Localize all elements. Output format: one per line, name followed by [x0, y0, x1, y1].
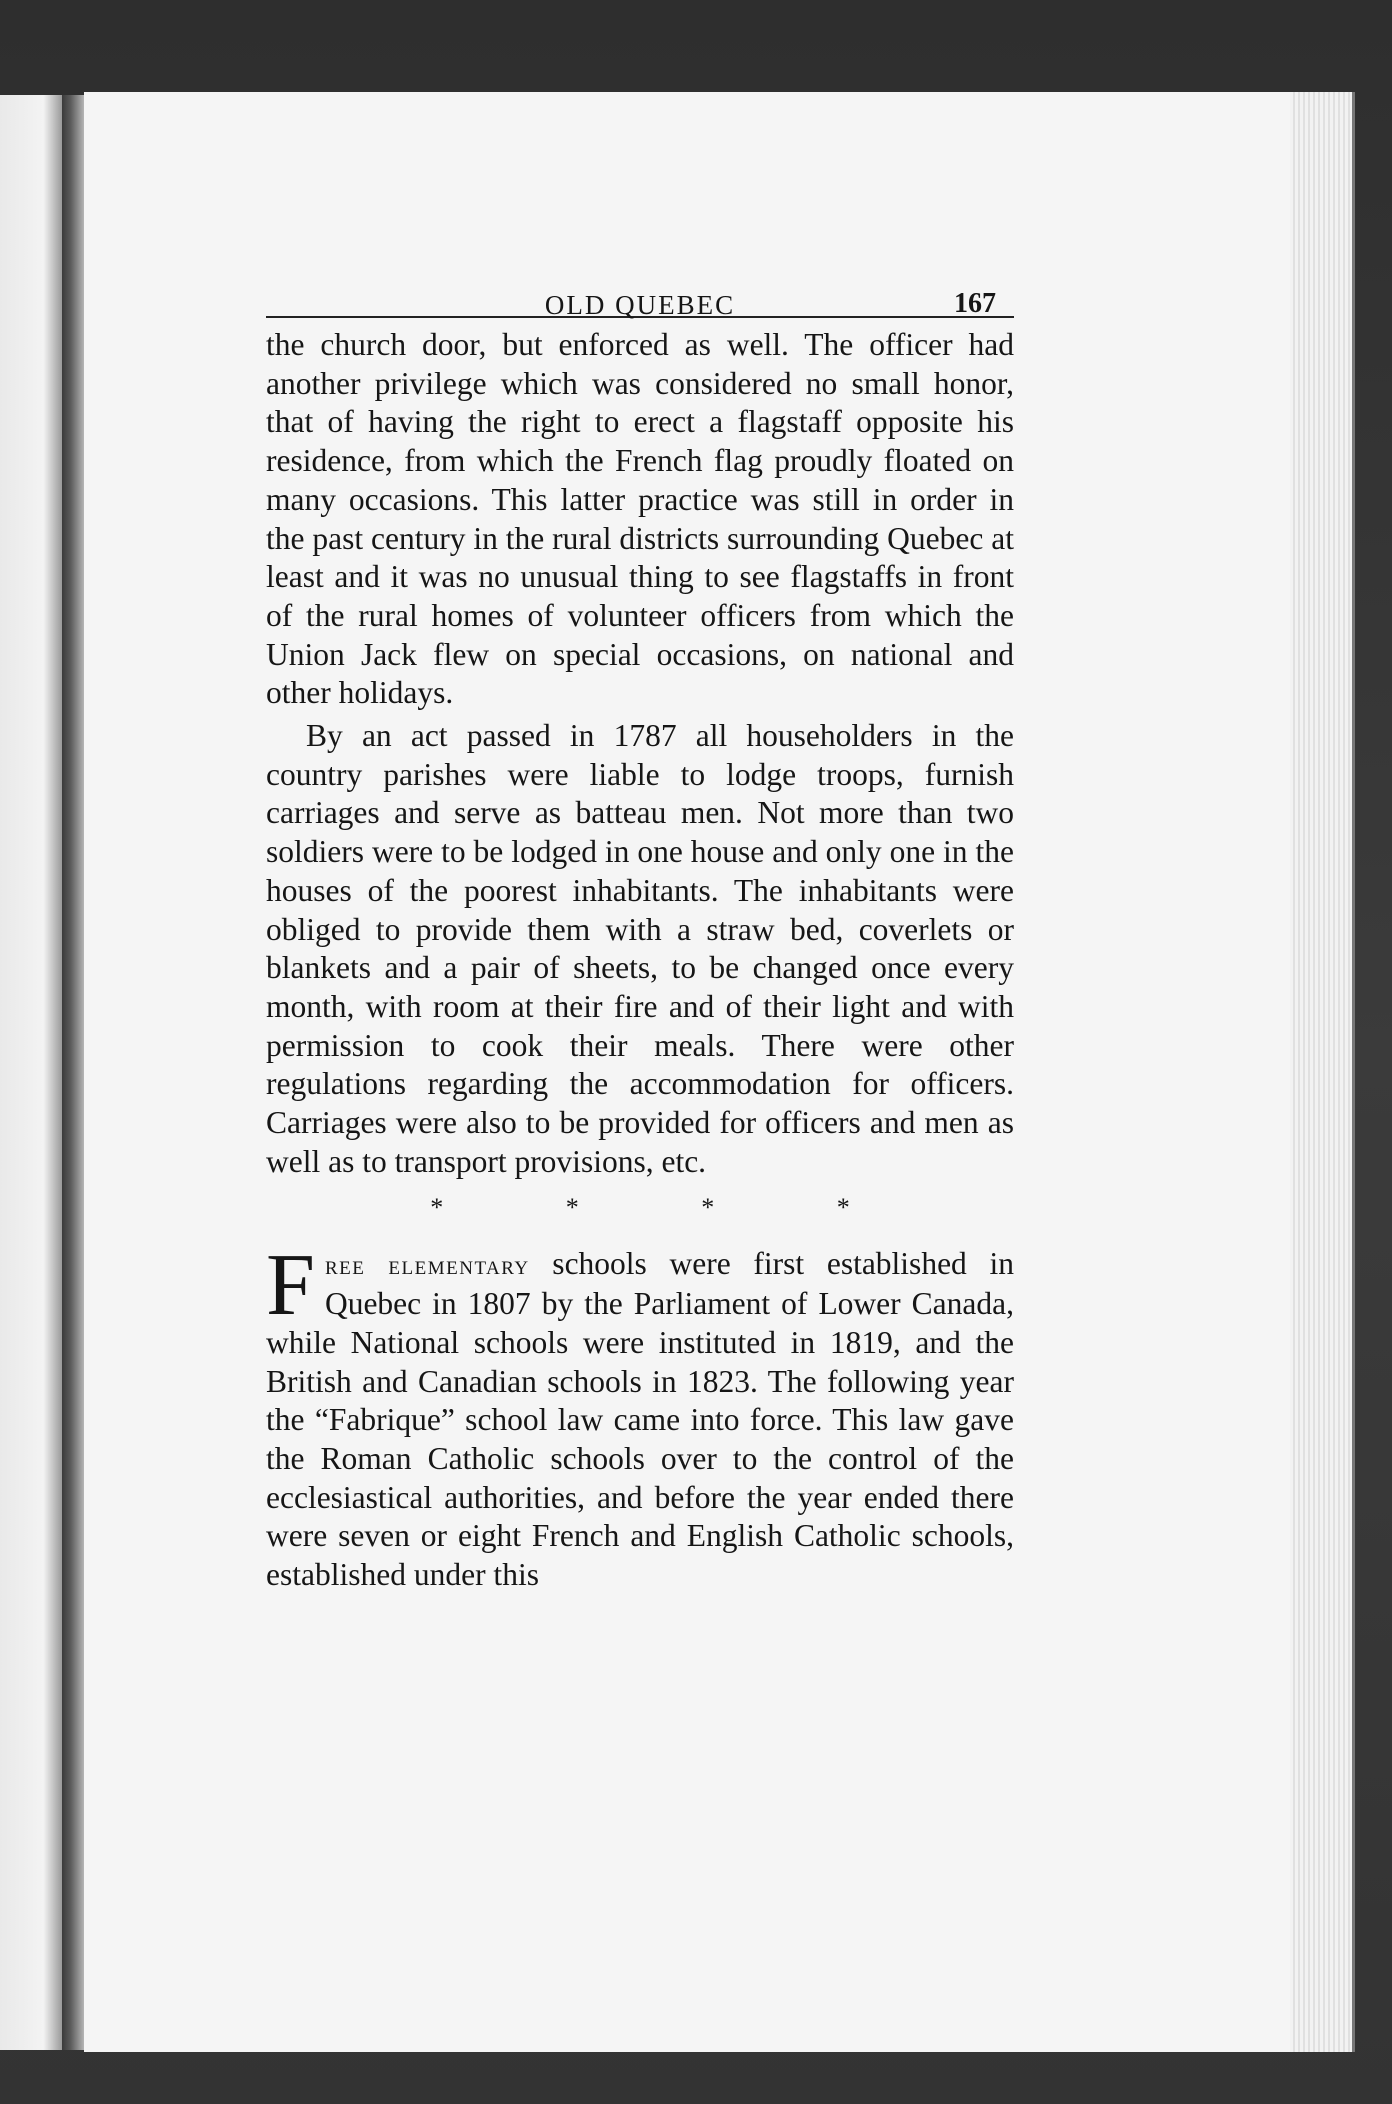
- running-title: OLD QUEBEC: [544, 290, 736, 320]
- page-content: [266, 276, 1014, 1595]
- running-head: [266, 276, 1014, 318]
- paragraph-schools: [266, 1237, 1014, 1594]
- section-separator: * * * *: [430, 1193, 908, 1223]
- facing-page-edge: [0, 95, 62, 2050]
- page-stack-edge: [1290, 92, 1355, 2052]
- book-gutter: [62, 95, 84, 2050]
- page-number: 167: [954, 288, 996, 319]
- paragraph-billeting: By an act passed in 1787 all householders in the country parishes were liable to lodge troops, furnish carriages and serve as batteau men. Not more than two soldiers were to be lodged in one house and only one in the houses of the poorest inhabitants. The inhabitants were obliged to provide them with a straw bed, coverlets or blankets and a pair of sheets, to be changed once every month, with room at their fire and of their light and with permission to cook their meals. There were other regulations regarding the accommodation for officers. Carriages were also to be provided for officers and men as well as to transport provisions, etc.: [266, 718, 1014, 1179]
- drop-cap: F: [266, 1237, 315, 1335]
- schools-text: schools were first established in Quebec in 1807 by the Parliament of Lower Canada, while National schools were instituted in 1819, and the British and Canadian schools in 1823. The following year the “Fabrique” school law came into force. This law gave the Roman Catholic schools over to the control of the ecclesiastical authorities, and before the year ended there were seven or eight French and English Catholic schools, established under this: [266, 1246, 1014, 1593]
- paragraph-continued: the church door, but enforced as well. The officer had another privilege which was considered no small honor, that of having the right to erect a flagstaff opposite his residence, from which the French flag proudly floated on many occasions. This latter practice was still in order in the past century in the rural districts surrounding Quebec at least and it was no unusual thing to see flagstaffs in front of the rural homes of volunteer officers from which the Union Jack flew on special occasions, on national and other holidays.: [266, 327, 1014, 711]
- smallcaps-lead: ree elementary: [324, 1250, 530, 1281]
